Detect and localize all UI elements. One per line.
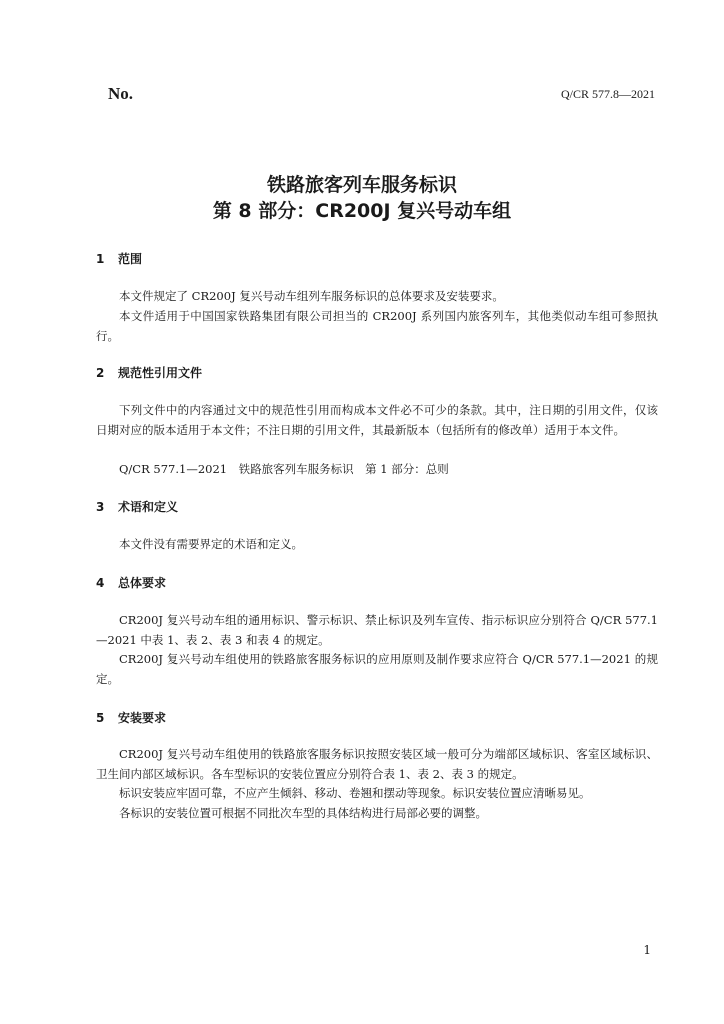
section-heading-normative-references [96,364,202,381]
paragraph: 本文件规定了 CR200J 复兴号动车组列车服务标识的总体要求及安装要求。 [119,289,504,303]
section-heading-terms [96,498,178,515]
paragraph: CR200J 复兴号动车组的通用标识、警示标识、禁止标识及列车宣传、指示标识应分别符合 Q/CR 577.1—2021 中表 1、表 2、表 3 和表 4 的规定。 [96,613,658,647]
paragraph: 本文件没有需要界定的术语和定义。 [119,537,303,551]
section-title: 总体要求 [118,576,167,590]
section-title: 规范性引用文件 [118,366,203,380]
section-title: 范围 [118,252,143,266]
paragraph: 各标识的安装位置可根据不同批次车型的具体结构进行局部必要的调整。 [119,806,487,820]
section-heading-general-requirements [96,574,166,591]
section-number: 4 [96,576,105,590]
section-number: 5 [96,711,105,725]
document-title: 铁路旅客列车服务标识 [266,174,457,196]
document-subtitle: 第 8 部分：CR200J 复兴号动车组 [212,200,512,222]
document-number-label: No. [108,84,134,103]
paragraph: CR200J 复兴号动车组使用的铁路旅客服务标识按照安装区域一般可分为端部区域标识、客室区域标识、卫生间内部区域标识。各车型标识的安装位置应分别符合表 1、表 2、表 3 的规定。 [96,747,658,781]
standard-code: Q/CR 577.8—2021 [560,87,655,101]
paragraph: CR200J 复兴号动车组使用的铁路旅客服务标识的应用原则及制作要求应符合 Q/CR 577.1—2021 的规定。 [96,652,658,686]
section-number: 2 [96,366,105,380]
paragraph: 下列文件中的内容通过文中的规范性引用而构成本文件必不可少的条款。其中，注日期的引用文件，仅该日期对应的版本适用于本文件；不注日期的引用文件，其最新版本（包括所有的修改单）适用于本文件。 [96,403,658,437]
section-title: 安装要求 [118,711,167,725]
paragraph: Q/CR 577.1—2021 铁路旅客列车服务标识 第 1 部分：总则 [119,462,449,476]
paragraph: 本文件适用于中国国家铁路集团有限公司担当的 CR200J 系列国内旅客列车，其他类似动车组可参照执行。 [96,309,658,343]
paragraph: 标识安装应牢固可靠，不应产生倾斜、移动、卷翘和摆动等现象。标识安装位置应清晰易见。 [119,786,591,800]
section-heading-scope [96,250,142,267]
page-number: 1 [643,943,651,957]
section-title: 术语和定义 [118,500,179,514]
section-number: 1 [96,252,105,266]
section-number: 3 [96,500,105,514]
section-heading-installation-requirements [96,709,166,726]
